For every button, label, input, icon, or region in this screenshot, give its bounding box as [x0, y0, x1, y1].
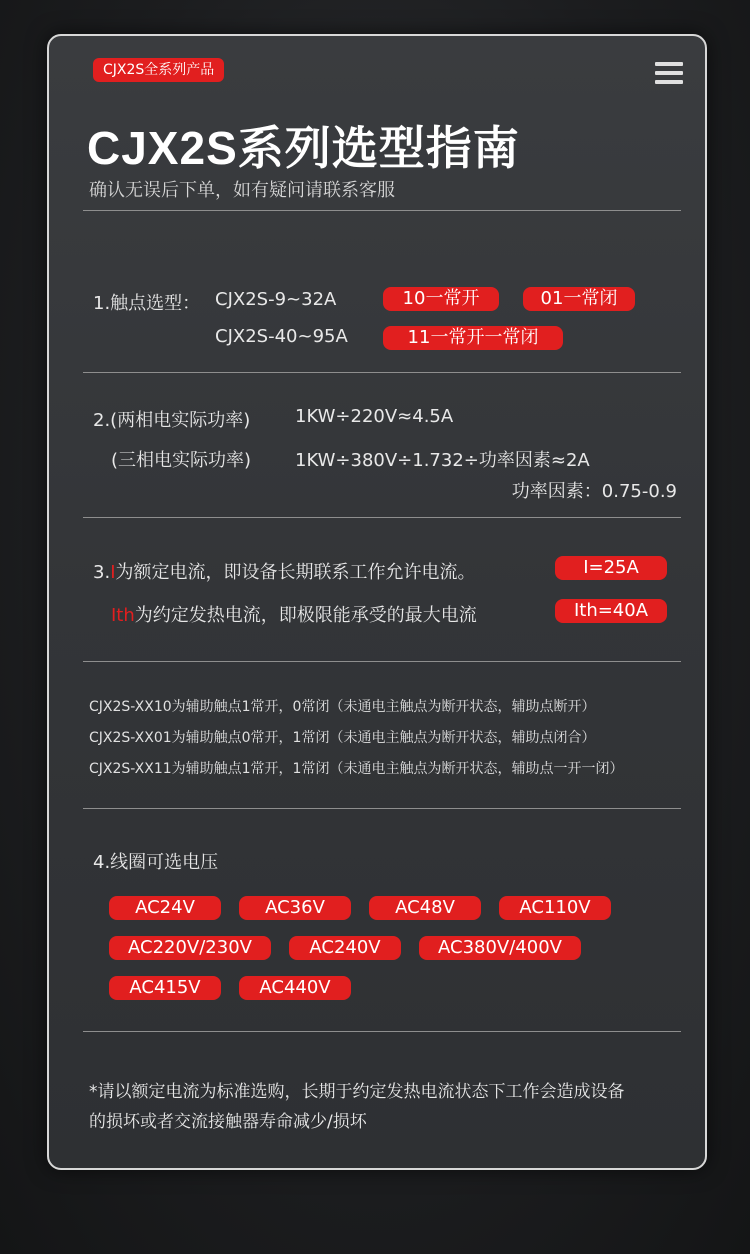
- pill-voltage: AC48V: [369, 896, 481, 920]
- power-factor: 功率因素：0.75-0.9: [511, 481, 677, 502]
- coil-voltage-label: 4.线圈可选电压: [93, 852, 219, 873]
- rated-current-text: 为额定电流，即设备长期联系工作允许电流。: [115, 562, 476, 583]
- pill-voltage: AC415V: [109, 976, 221, 1000]
- thermal-current-symbol: Ith: [111, 605, 135, 626]
- divider: [83, 1031, 681, 1032]
- pill-rated-current: I=25A: [555, 556, 667, 580]
- three-phase-formula: 1KW÷380V÷1.732÷功率因素≈2A: [295, 450, 590, 471]
- model-range-a: CJX2S-9~32A: [215, 289, 337, 310]
- pill-voltage: AC36V: [239, 896, 351, 920]
- contact-selection-label: 1.触点选型：: [93, 293, 201, 314]
- pill-voltage: AC110V: [499, 896, 611, 920]
- series-tag: CJX2S全系列产品: [93, 58, 224, 82]
- pill-voltage: AC240V: [289, 936, 401, 960]
- footer-note-line2: 的损坏或者交流接触器寿命减少/损坏: [89, 1112, 367, 1132]
- divider: [83, 210, 681, 211]
- divider: [83, 372, 681, 373]
- pill-voltage: AC220V/230V: [109, 936, 271, 960]
- guide-card: [47, 34, 707, 1170]
- rated-current-symbol: I: [110, 562, 116, 583]
- divider: [83, 808, 681, 809]
- pill-thermal-current: Ith=40A: [555, 599, 667, 623]
- aux-note-10: CJX2S-XX10为辅助触点1常开，0常闭（未通电主触点为断开状态，辅助点断开）: [89, 699, 596, 715]
- footer-note-line1: *请以额定电流为标准选购，长期于约定发热电流状态下工作会造成设备: [89, 1082, 625, 1102]
- three-phase-label: (三相电实际功率): [111, 450, 252, 471]
- pill-voltage: AC440V: [239, 976, 351, 1000]
- rated-current-line: [93, 558, 476, 584]
- aux-note-01: CJX2S-XX01为辅助触点0常开，1常闭（未通电主触点为断开状态，辅助点闭合）: [89, 730, 596, 746]
- page-title: CJX2S系列选型指南: [87, 122, 520, 174]
- pill-normally-closed: 01一常闭: [523, 287, 635, 311]
- page-subtitle: 确认无误后下单，如有疑问请联系客服: [89, 180, 395, 201]
- hamburger-menu-icon[interactable]: [655, 62, 683, 84]
- model-range-b: CJX2S-40~95A: [215, 326, 348, 347]
- rated-current-prefix: 3.: [93, 562, 111, 583]
- divider: [83, 661, 681, 662]
- thermal-current-line: [111, 601, 477, 627]
- pill-normally-open: 10一常开: [383, 287, 499, 311]
- divider: [83, 517, 681, 518]
- pill-voltage: AC380V/400V: [419, 936, 581, 960]
- aux-note-11: CJX2S-XX11为辅助触点1常开，1常闭（未通电主触点为断开状态，辅助点一开一闭）: [89, 761, 624, 777]
- two-phase-formula: 1KW÷220V≈4.5A: [295, 406, 454, 427]
- pill-open-closed: 11一常开一常闭: [383, 326, 563, 350]
- thermal-current-text: 为约定发热电流，即极限能承受的最大电流: [134, 605, 477, 626]
- pill-voltage: AC24V: [109, 896, 221, 920]
- two-phase-label: 2.(两相电实际功率): [93, 410, 251, 431]
